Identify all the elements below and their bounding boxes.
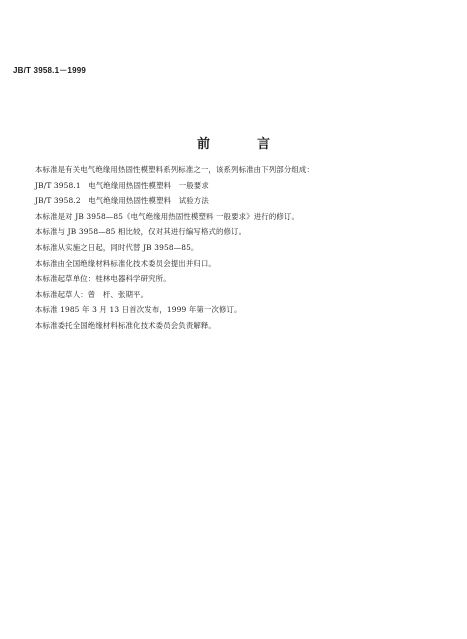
foreword-line: 本标准由全国绝缘材料标准化技术委员会提出并归口。 [35, 259, 216, 268]
foreword-line: 本标准与 JB 3958—85 相比较，仅对其进行编写格式的修订。 [35, 227, 247, 236]
foreword-line: 本标准是有关电气绝缘用热固性模塑料系列标准之一，该系列标准由下列部分组成： [35, 165, 315, 174]
foreword-line: 本标准委托全国绝缘材料标准化技术委员会负责解释。 [35, 321, 216, 330]
foreword-line: 本标准起草单位：桂林电器科学研究所。 [35, 274, 171, 283]
foreword-line: 本标准 1985 年 3 月 13 日首次发布，1999 年第一次修订。 [35, 305, 242, 314]
foreword-line: 本标准是对 JB 3958—85《电气绝缘用热固性模塑料 一般要求》进行的修订。 [35, 212, 299, 221]
foreword-line: 本标准起草人：曾 杆、张期平。 [35, 290, 149, 299]
page-title: 前 言 [196, 137, 287, 152]
foreword-line: JB/T 3958.1 电气绝缘用热固性模塑料 一般要求 [35, 181, 209, 190]
foreword-line: JB/T 3958.2 电气绝缘用热固性模塑料 试验方法 [35, 196, 209, 205]
standard-code: JB/T 3958.1－1999 [13, 66, 87, 75]
foreword-line: 本标准从实施之日起，同时代替 JB 3958—85。 [35, 243, 199, 252]
foreword-body [0, 165, 467, 365]
